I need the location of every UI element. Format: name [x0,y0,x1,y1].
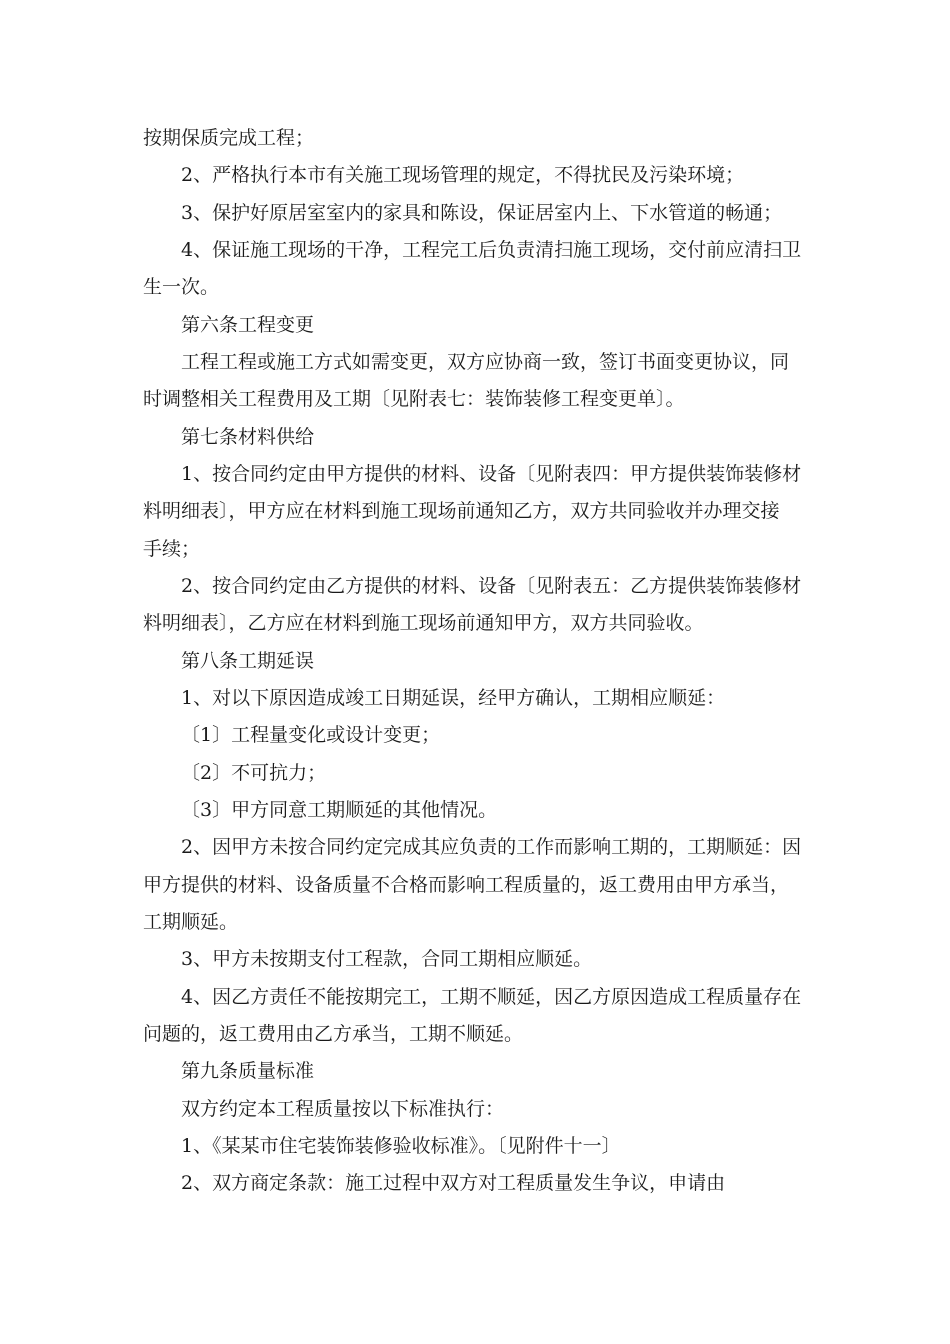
paragraph-line: 料明细表〕，乙方应在材料到施工现场前通知甲方，双方共同验收。 [143,612,704,634]
paragraph-line: 1、《某某市住宅装饰装修验收标准》。〔见附件十一〕 [181,1135,621,1157]
paragraph-line: 4、保证施工现场的干净，工程完工后负责清扫施工现场，交付前应清扫卫 [181,239,802,261]
paragraph-line: 时调整相关工程费用及工期〔见附表七：装饰装修工程变更单〕。 [143,388,685,410]
section-heading: 第九条质量标准 [181,1060,315,1082]
paragraph-line: 〔2〕不可抗力； [181,762,327,784]
section-heading: 第八条工期延误 [181,650,315,672]
paragraph-line: 双方约定本工程质量按以下标准执行： [181,1098,505,1120]
paragraph-line: 4、因乙方责任不能按期完工，工期不顺延，因乙方原因造成工程质量存在 [181,986,802,1008]
paragraph-line: 甲方提供的材料、设备质量不合格而影响工程质量的，返工费用由甲方承当， [143,874,790,896]
paragraph-line: 〔3〕甲方同意工期顺延的其他情况。 [181,799,498,821]
paragraph-line: 2、按合同约定由乙方提供的材料、设备〔见附表五：乙方提供装饰装修材 [181,575,802,597]
paragraph-line: 1、按合同约定由甲方提供的材料、设备〔见附表四：甲方提供装饰装修材 [181,463,802,485]
paragraph-line: 生一次。 [143,276,220,298]
paragraph-line: 工程工程或施工方式如需变更，双方应协商一致，签订书面变更协议，同 [181,351,790,373]
paragraph-line: 〔1〕工程量变化或设计变更； [181,724,441,746]
paragraph-line: 3、甲方未按期支付工程款，合同工期相应顺延。 [181,948,593,970]
paragraph-line: 2、严格执行本市有关施工现场管理的规定，不得扰民及污染环境； [181,164,745,186]
paragraph-line: 问题的，返工费用由乙方承当，工期不顺延。 [143,1023,524,1045]
paragraph-line: 料明细表〕，甲方应在材料到施工现场前通知乙方，双方共同验收并办理交接 [143,500,780,522]
paragraph-line: 1、对以下原因造成竣工日期延误，经甲方确认，工期相应顺延： [181,687,726,709]
paragraph-line: 工期顺延。 [143,911,239,933]
paragraph-line: 3、保护好原居室室内的家具和陈设，保证居室内上、下水管道的畅通； [181,202,783,224]
paragraph-line: 按期保质完成工程； [143,127,315,149]
paragraph-line: 2、因甲方未按合同约定完成其应负责的工作而影响工期的，工期顺延：因 [181,836,802,858]
section-heading: 第七条材料供给 [181,426,315,448]
section-heading: 第六条工程变更 [181,314,315,336]
paragraph-line: 手续； [143,538,201,560]
paragraph-line: 2、双方商定条款：施工过程中双方对工程质量发生争议，申请由 [181,1172,726,1194]
